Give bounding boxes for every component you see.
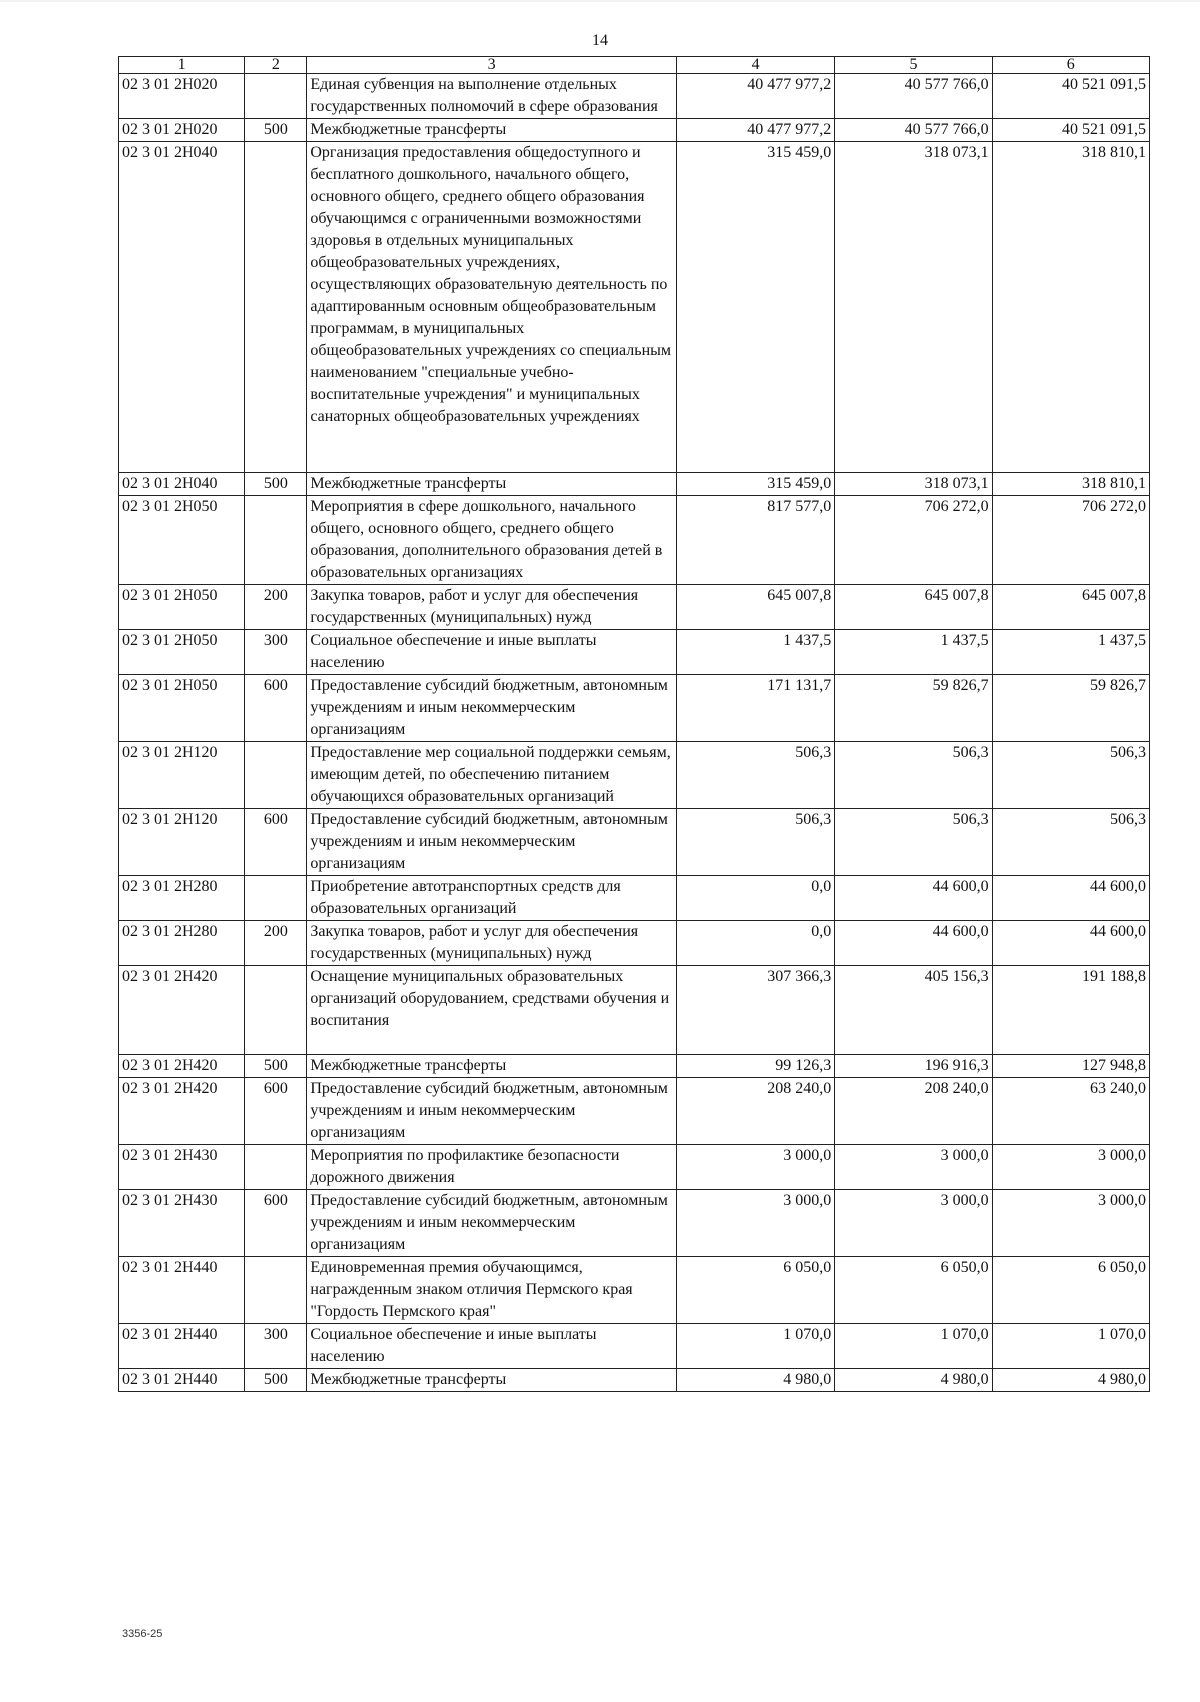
code-cell: 02 3 01 2Н420 (119, 966, 245, 1055)
amount-year1-cell: 506,3 (676, 809, 834, 876)
kind-cell (245, 1257, 307, 1324)
kind-cell (245, 1145, 307, 1190)
amount-year1-cell: 506,3 (676, 742, 834, 809)
kind-cell: 200 (245, 921, 307, 966)
amount-year1-cell: 3 000,0 (676, 1145, 834, 1190)
header-cell-1: 1 (119, 57, 245, 74)
name-cell: Межбюджетные трансферты (307, 1055, 677, 1078)
budget-table (118, 56, 1150, 1392)
code-cell: 02 3 01 2Н280 (119, 921, 245, 966)
name-cell: Межбюджетные трансферты (307, 473, 677, 496)
header-cell-5: 5 (835, 57, 992, 74)
kind-cell: 500 (245, 473, 307, 496)
table-row (119, 675, 1150, 742)
code-cell: 02 3 01 2Н280 (119, 876, 245, 921)
table-row (119, 496, 1150, 585)
amount-year1-cell: 40 477 977,2 (676, 119, 834, 142)
kind-cell (245, 142, 307, 473)
amount-year2-cell: 1 070,0 (835, 1324, 992, 1369)
name-cell: Мероприятия в сфере дошкольного, начального общего, основного общего, среднего общего образования, дополнительного образования детей в образовательных организациях (307, 496, 677, 585)
code-cell: 02 3 01 2Н420 (119, 1055, 245, 1078)
name-cell: Межбюджетные трансферты (307, 119, 677, 142)
kind-cell: 500 (245, 119, 307, 142)
amount-year2-cell: 59 826,7 (835, 675, 992, 742)
amount-year3-cell: 645 007,8 (992, 585, 1149, 630)
kind-cell: 600 (245, 1190, 307, 1257)
amount-year2-cell: 4 980,0 (835, 1369, 992, 1392)
amount-year3-cell: 40 521 091,5 (992, 74, 1149, 119)
kind-cell: 600 (245, 1078, 307, 1145)
amount-year1-cell: 6 050,0 (676, 1257, 834, 1324)
amount-year2-cell: 196 916,3 (835, 1055, 992, 1078)
amount-year1-cell: 645 007,8 (676, 585, 834, 630)
table-body (119, 74, 1150, 1392)
table-row (119, 119, 1150, 142)
amount-year1-cell: 315 459,0 (676, 142, 834, 473)
amount-year2-cell: 645 007,8 (835, 585, 992, 630)
amount-year1-cell: 40 477 977,2 (676, 74, 834, 119)
amount-year1-cell: 171 131,7 (676, 675, 834, 742)
document-code: 3356-25 (122, 1628, 163, 1640)
table-row (119, 585, 1150, 630)
amount-year2-cell: 706 272,0 (835, 496, 992, 585)
name-cell: Закупка товаров, работ и услуг для обеспечения государственных (муниципальных) нужд (307, 585, 677, 630)
kind-cell: 600 (245, 675, 307, 742)
amount-year2-cell: 3 000,0 (835, 1190, 992, 1257)
table-row (119, 1257, 1150, 1324)
amount-year1-cell: 307 366,3 (676, 966, 834, 1055)
amount-year2-cell: 1 437,5 (835, 630, 992, 675)
table-row (119, 1369, 1150, 1392)
table-row (119, 1145, 1150, 1190)
amount-year3-cell: 44 600,0 (992, 921, 1149, 966)
amount-year3-cell: 706 272,0 (992, 496, 1149, 585)
code-cell: 02 3 01 2Н120 (119, 742, 245, 809)
table-row (119, 809, 1150, 876)
name-cell: Социальное обеспечение и иные выплаты населению (307, 1324, 677, 1369)
kind-cell: 200 (245, 585, 307, 630)
code-cell: 02 3 01 2Н420 (119, 1078, 245, 1145)
code-cell: 02 3 01 2Н050 (119, 585, 245, 630)
code-cell: 02 3 01 2Н430 (119, 1190, 245, 1257)
name-cell: Предоставление субсидий бюджетным, автономным учреждениям и иным некоммерческим организациям (307, 675, 677, 742)
amount-year2-cell: 506,3 (835, 742, 992, 809)
header-cell-3: 3 (307, 57, 677, 74)
amount-year3-cell: 318 810,1 (992, 142, 1149, 473)
amount-year2-cell: 44 600,0 (835, 876, 992, 921)
amount-year1-cell: 1 070,0 (676, 1324, 834, 1369)
name-cell: Мероприятия по профилактике безопасности дорожного движения (307, 1145, 677, 1190)
name-cell: Оснащение муниципальных образовательных организаций оборудованием, средствами обучения и воспитания (307, 966, 677, 1055)
amount-year2-cell: 506,3 (835, 809, 992, 876)
name-cell: Предоставление субсидий бюджетным, автономным учреждениям и иным некоммерческим организациям (307, 809, 677, 876)
amount-year2-cell: 318 073,1 (835, 142, 992, 473)
amount-year1-cell: 0,0 (676, 876, 834, 921)
header-cell-4: 4 (676, 57, 834, 74)
name-cell: Приобретение автотранспортных средств для образовательных организаций (307, 876, 677, 921)
kind-cell: 300 (245, 630, 307, 675)
code-cell: 02 3 01 2Н050 (119, 675, 245, 742)
code-cell: 02 3 01 2Н020 (119, 119, 245, 142)
table-row (119, 1078, 1150, 1145)
amount-year1-cell: 4 980,0 (676, 1369, 834, 1392)
amount-year3-cell: 4 980,0 (992, 1369, 1149, 1392)
code-cell: 02 3 01 2Н040 (119, 142, 245, 473)
name-cell: Предоставление мер социальной поддержки семьям, имеющим детей, по обеспечению питанием обучающихся образовательных организаций (307, 742, 677, 809)
amount-year1-cell: 3 000,0 (676, 1190, 834, 1257)
amount-year2-cell: 6 050,0 (835, 1257, 992, 1324)
table-row (119, 630, 1150, 675)
code-cell: 02 3 01 2Н120 (119, 809, 245, 876)
amount-year3-cell: 506,3 (992, 809, 1149, 876)
table-row (119, 966, 1150, 1055)
code-cell: 02 3 01 2Н440 (119, 1257, 245, 1324)
name-cell: Предоставление субсидий бюджетным, автономным учреждениям и иным некоммерческим организациям (307, 1190, 677, 1257)
code-cell: 02 3 01 2Н020 (119, 74, 245, 119)
amount-year3-cell: 1 437,5 (992, 630, 1149, 675)
table-row (119, 1324, 1150, 1369)
amount-year3-cell: 1 070,0 (992, 1324, 1149, 1369)
table-row (119, 473, 1150, 496)
amount-year1-cell: 315 459,0 (676, 473, 834, 496)
kind-cell (245, 966, 307, 1055)
table-row (119, 876, 1150, 921)
amount-year2-cell: 40 577 766,0 (835, 119, 992, 142)
table-row (119, 1190, 1150, 1257)
kind-cell (245, 876, 307, 921)
name-cell: Единовременная премия обучающимся, награжденным знаком отличия Пермского края "Гордость Пермского края" (307, 1257, 677, 1324)
header-row (119, 57, 1150, 74)
amount-year2-cell: 405 156,3 (835, 966, 992, 1055)
code-cell: 02 3 01 2Н430 (119, 1145, 245, 1190)
code-cell: 02 3 01 2Н050 (119, 496, 245, 585)
amount-year3-cell: 3 000,0 (992, 1190, 1149, 1257)
table-row (119, 742, 1150, 809)
name-cell: Межбюджетные трансферты (307, 1369, 677, 1392)
amount-year3-cell: 63 240,0 (992, 1078, 1149, 1145)
amount-year3-cell: 191 188,8 (992, 966, 1149, 1055)
kind-cell: 600 (245, 809, 307, 876)
amount-year3-cell: 318 810,1 (992, 473, 1149, 496)
amount-year3-cell: 506,3 (992, 742, 1149, 809)
table-row (119, 1055, 1150, 1078)
kind-cell (245, 74, 307, 119)
amount-year3-cell: 127 948,8 (992, 1055, 1149, 1078)
amount-year2-cell: 3 000,0 (835, 1145, 992, 1190)
amount-year1-cell: 99 126,3 (676, 1055, 834, 1078)
table-row (119, 74, 1150, 119)
scan-edge (0, 0, 1200, 2)
amount-year1-cell: 1 437,5 (676, 630, 834, 675)
amount-year3-cell: 59 826,7 (992, 675, 1149, 742)
amount-year3-cell: 3 000,0 (992, 1145, 1149, 1190)
kind-cell: 500 (245, 1055, 307, 1078)
name-cell: Социальное обеспечение и иные выплаты населению (307, 630, 677, 675)
amount-year1-cell: 208 240,0 (676, 1078, 834, 1145)
amount-year1-cell: 0,0 (676, 921, 834, 966)
amount-year3-cell: 40 521 091,5 (992, 119, 1149, 142)
kind-cell (245, 496, 307, 585)
header-cell-6: 6 (992, 57, 1149, 74)
page-number: 14 (592, 32, 608, 49)
code-cell: 02 3 01 2Н040 (119, 473, 245, 496)
name-cell: Организация предоставления общедоступного и бесплатного дошкольного, начального общего, основного общего, среднего общего образования обучающимся с ограниченными возможностями здоровья в отдельных муниципальных общеобразовательных учреждениях, осуществляющих образовательную деятельность по адаптированным основным общеобразовательным программам, в муниципальных общеобразовательных учреждениях со специальным наименованием "специальные учебно-воспитательные учреждения" и муниципальных санаторных общеобразовательных учреждениях (307, 142, 677, 473)
amount-year1-cell: 817 577,0 (676, 496, 834, 585)
amount-year2-cell: 40 577 766,0 (835, 74, 992, 119)
name-cell: Закупка товаров, работ и услуг для обеспечения государственных (муниципальных) нужд (307, 921, 677, 966)
code-cell: 02 3 01 2Н050 (119, 630, 245, 675)
code-cell: 02 3 01 2Н440 (119, 1324, 245, 1369)
kind-cell: 500 (245, 1369, 307, 1392)
table-row (119, 921, 1150, 966)
amount-year2-cell: 44 600,0 (835, 921, 992, 966)
code-cell: 02 3 01 2Н440 (119, 1369, 245, 1392)
amount-year2-cell: 208 240,0 (835, 1078, 992, 1145)
kind-cell: 300 (245, 1324, 307, 1369)
amount-year3-cell: 6 050,0 (992, 1257, 1149, 1324)
name-cell: Предоставление субсидий бюджетным, автономным учреждениям и иным некоммерческим организациям (307, 1078, 677, 1145)
table-row (119, 142, 1150, 473)
amount-year2-cell: 318 073,1 (835, 473, 992, 496)
kind-cell (245, 742, 307, 809)
name-cell: Единая субвенция на выполнение отдельных государственных полномочий в сфере образования (307, 74, 677, 119)
header-cell-2: 2 (245, 57, 307, 74)
amount-year3-cell: 44 600,0 (992, 876, 1149, 921)
